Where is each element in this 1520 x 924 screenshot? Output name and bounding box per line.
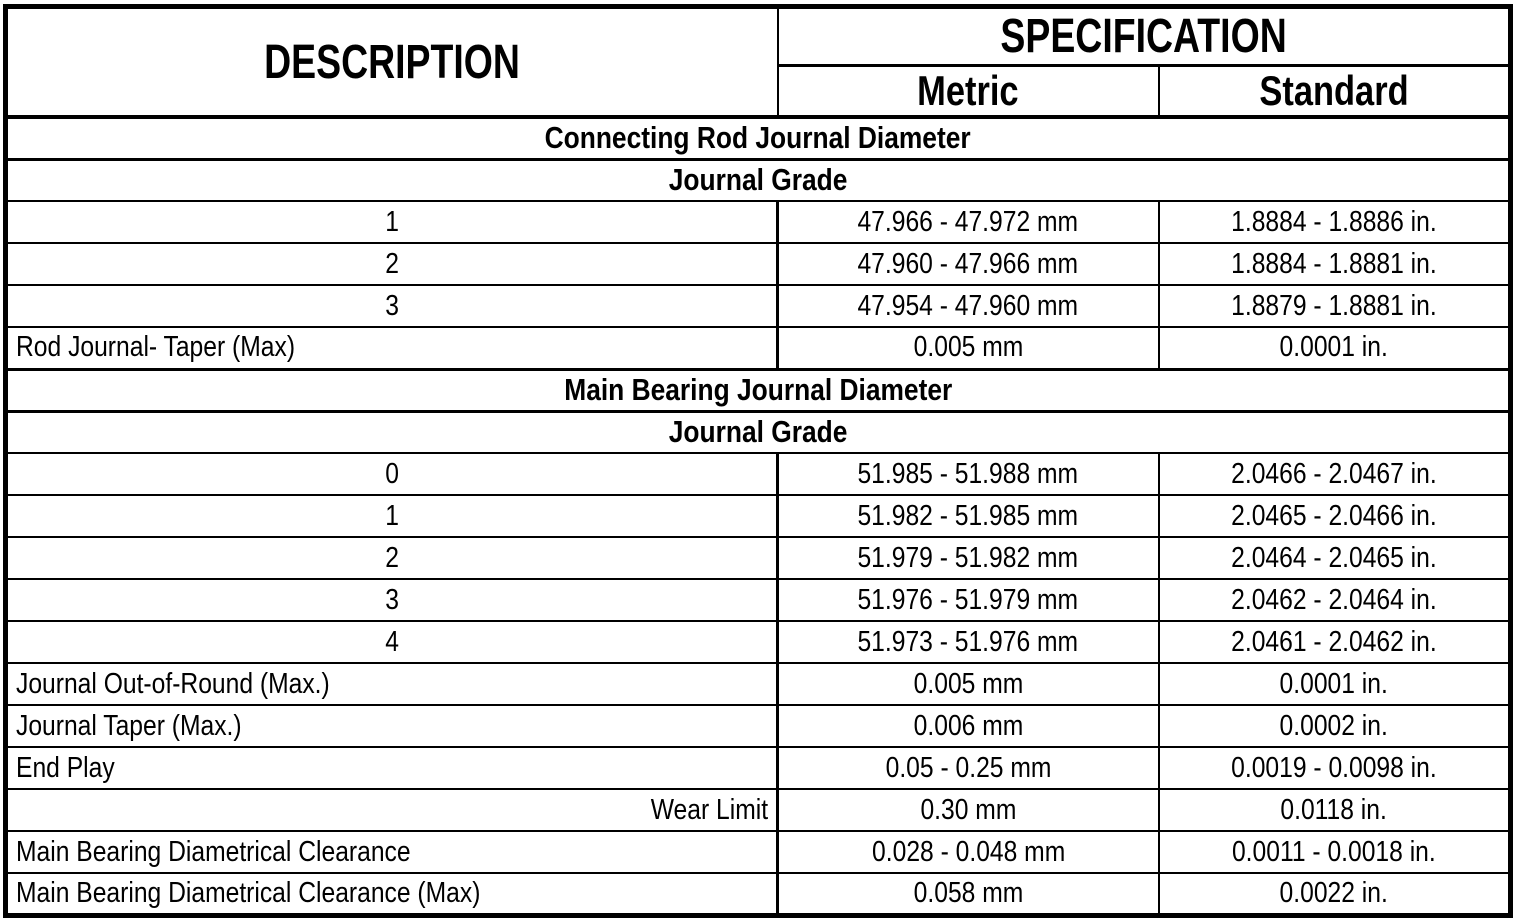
metric-value: 47.960 - 47.966 mm xyxy=(857,247,1079,280)
metric-value: 0.30 mm xyxy=(920,793,1017,826)
description-cell xyxy=(6,621,778,663)
description-label: 3 xyxy=(385,289,399,322)
description-label: Wear Limit xyxy=(650,793,768,826)
standard-value-cell xyxy=(1159,327,1511,369)
table-row xyxy=(6,579,1511,621)
table-row xyxy=(6,285,1511,327)
section-row xyxy=(6,411,1511,453)
description-label: Journal Out-of-Round (Max.) xyxy=(16,667,330,700)
standard-value: 2.0466 - 2.0467 in. xyxy=(1230,457,1437,490)
description-cell xyxy=(6,705,778,747)
table-row xyxy=(6,705,1511,747)
standard-value-cell xyxy=(1159,747,1511,789)
metric-value-cell xyxy=(778,747,1159,789)
section-header-cell xyxy=(6,411,1511,453)
specification-table xyxy=(3,4,1513,918)
metric-value-cell xyxy=(778,285,1159,327)
description-label: Main Bearing Diametrical Clearance (Max) xyxy=(16,876,481,909)
description-cell xyxy=(6,663,778,705)
standard-column-header-label: Standard xyxy=(1259,67,1409,114)
description-cell xyxy=(6,747,778,789)
description-label: 0 xyxy=(385,457,399,490)
description-label: 2 xyxy=(385,247,399,280)
metric-value-cell xyxy=(778,621,1159,663)
table-row xyxy=(6,201,1511,243)
section-row xyxy=(6,159,1511,201)
standard-value-cell xyxy=(1159,789,1511,831)
metric-value: 0.028 - 0.048 mm xyxy=(871,835,1065,868)
metric-value: 0.058 mm xyxy=(913,876,1024,909)
table-row xyxy=(6,453,1511,495)
metric-value: 47.966 - 47.972 mm xyxy=(857,205,1079,238)
standard-value-cell xyxy=(1159,873,1511,915)
description-column-header-label: DESCRIPTION xyxy=(264,35,521,89)
metric-value-cell xyxy=(778,495,1159,537)
metric-value-cell xyxy=(778,873,1159,915)
metric-value: 0.006 mm xyxy=(913,709,1024,742)
table-body xyxy=(6,117,1511,915)
description-cell xyxy=(6,243,778,285)
table-row xyxy=(6,621,1511,663)
standard-value-cell xyxy=(1159,285,1511,327)
standard-value: 1.8884 - 1.8881 in. xyxy=(1230,247,1437,280)
standard-value-cell xyxy=(1159,831,1511,873)
section-header-label: Journal Grade xyxy=(668,162,848,198)
standard-value: 0.0118 in. xyxy=(1280,793,1387,826)
metric-value-cell xyxy=(778,705,1159,747)
table-row xyxy=(6,747,1511,789)
standard-value-cell xyxy=(1159,663,1511,705)
standard-value: 2.0462 - 2.0464 in. xyxy=(1230,583,1437,616)
table-row xyxy=(6,663,1511,705)
metric-value: 51.976 - 51.979 mm xyxy=(857,583,1079,616)
section-header-label: Main Bearing Journal Diameter xyxy=(563,372,953,407)
section-row xyxy=(6,369,1511,411)
description-cell xyxy=(6,537,778,579)
standard-value-cell xyxy=(1159,495,1511,537)
metric-value: 0.05 - 0.25 mm xyxy=(885,751,1052,784)
standard-value: 1.8884 - 1.8886 in. xyxy=(1230,205,1437,238)
specification-column-header-label: SPECIFICATION xyxy=(1000,10,1287,63)
description-label: Journal Taper (Max.) xyxy=(16,709,242,742)
standard-value-cell xyxy=(1159,621,1511,663)
metric-value-cell xyxy=(778,831,1159,873)
standard-column-header xyxy=(1159,66,1511,118)
description-cell xyxy=(6,789,778,831)
description-cell xyxy=(6,873,778,915)
section-header-cell xyxy=(6,369,1511,411)
description-label: Rod Journal- Taper (Max) xyxy=(16,331,296,364)
table-row xyxy=(6,327,1511,369)
table-row xyxy=(6,873,1511,915)
section-header-label: Journal Grade xyxy=(668,414,848,450)
standard-value-cell xyxy=(1159,579,1511,621)
table-row xyxy=(6,537,1511,579)
metric-value: 51.982 - 51.985 mm xyxy=(857,499,1079,532)
table-row xyxy=(6,831,1511,873)
standard-value-cell xyxy=(1159,453,1511,495)
metric-value: 51.973 - 51.976 mm xyxy=(857,625,1079,658)
metric-value-cell xyxy=(778,243,1159,285)
standard-value: 0.0011 - 0.0018 in. xyxy=(1231,835,1436,868)
standard-value-cell xyxy=(1159,705,1511,747)
description-column-header xyxy=(6,7,778,118)
metric-value: 47.954 - 47.960 mm xyxy=(857,289,1079,322)
standard-value-cell xyxy=(1159,537,1511,579)
description-cell xyxy=(6,579,778,621)
section-header-cell xyxy=(6,159,1511,201)
standard-value: 0.0019 - 0.0098 in. xyxy=(1230,751,1437,784)
description-label: 4 xyxy=(385,625,399,658)
metric-value-cell xyxy=(778,537,1159,579)
table-header xyxy=(6,7,1511,118)
description-cell xyxy=(6,285,778,327)
standard-value: 0.0001 in. xyxy=(1279,331,1388,364)
standard-value: 2.0464 - 2.0465 in. xyxy=(1230,541,1437,574)
section-header-cell xyxy=(6,117,1511,159)
description-label: 2 xyxy=(385,541,399,574)
description-label: 1 xyxy=(385,499,399,532)
metric-value-cell xyxy=(778,453,1159,495)
description-cell xyxy=(6,453,778,495)
header-row-top xyxy=(6,7,1511,66)
standard-value-cell xyxy=(1159,243,1511,285)
standard-value: 0.0022 in. xyxy=(1279,876,1388,909)
metric-value-cell xyxy=(778,579,1159,621)
metric-column-header xyxy=(778,66,1159,118)
metric-value: 51.985 - 51.988 mm xyxy=(857,457,1079,490)
description-label: End Play xyxy=(16,751,115,784)
metric-value: 51.979 - 51.982 mm xyxy=(857,541,1079,574)
description-label: 3 xyxy=(385,583,399,616)
metric-value-cell xyxy=(778,663,1159,705)
table-row xyxy=(6,495,1511,537)
description-label: Main Bearing Diametrical Clearance xyxy=(16,835,411,868)
metric-value: 0.005 mm xyxy=(913,331,1024,364)
description-cell xyxy=(6,327,778,369)
section-header-label: Connecting Rod Journal Diameter xyxy=(544,120,972,156)
standard-value-cell xyxy=(1159,201,1511,243)
table-row xyxy=(6,789,1511,831)
standard-value: 0.0002 in. xyxy=(1279,709,1388,742)
description-cell xyxy=(6,831,778,873)
standard-value: 0.0001 in. xyxy=(1279,667,1388,700)
section-row xyxy=(6,117,1511,159)
description-cell xyxy=(6,495,778,537)
standard-value: 2.0461 - 2.0462 in. xyxy=(1230,625,1437,658)
metric-column-header-label: Metric xyxy=(917,67,1019,114)
standard-value: 2.0465 - 2.0466 in. xyxy=(1230,499,1437,532)
description-label: 1 xyxy=(385,205,399,238)
standard-value: 1.8879 - 1.8881 in. xyxy=(1230,289,1437,322)
metric-value: 0.005 mm xyxy=(913,667,1024,700)
specification-column-header xyxy=(778,7,1511,66)
metric-value-cell xyxy=(778,201,1159,243)
description-cell xyxy=(6,201,778,243)
table-row xyxy=(6,243,1511,285)
metric-value-cell xyxy=(778,789,1159,831)
metric-value-cell xyxy=(778,327,1159,369)
